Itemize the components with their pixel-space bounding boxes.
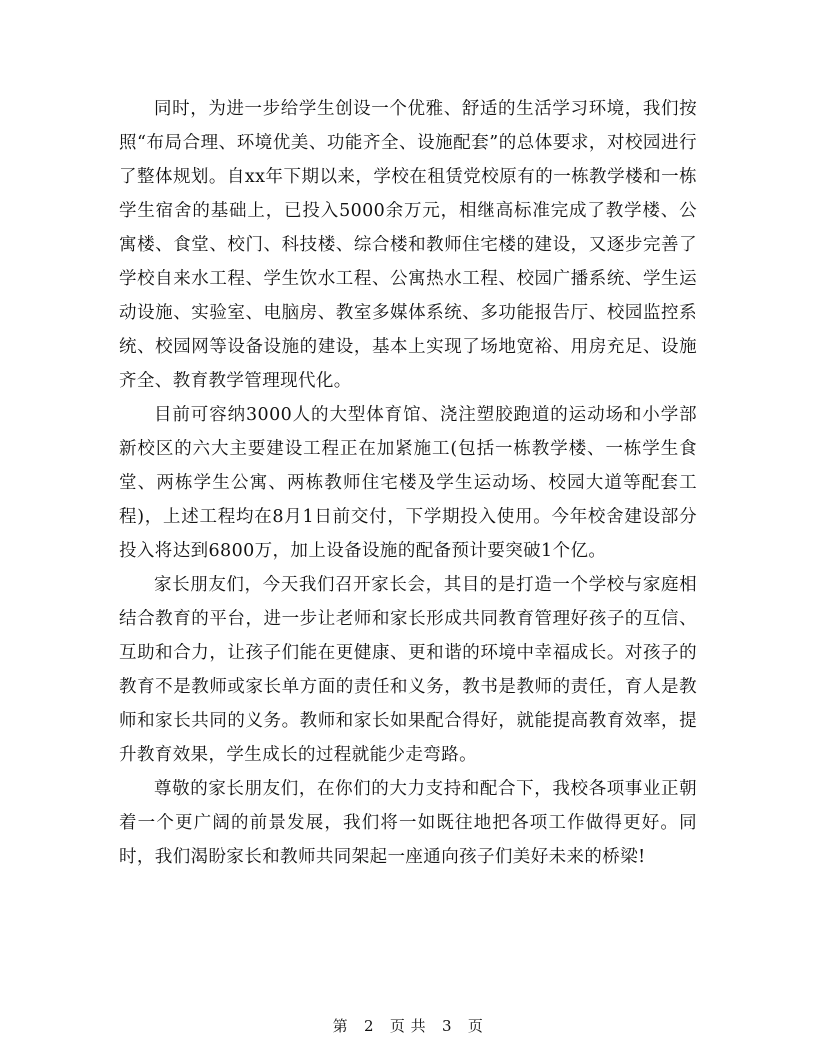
footer-middle: 页 共 bbox=[389, 1017, 427, 1035]
document-body bbox=[119, 92, 697, 874]
footer-prefix: 第 bbox=[332, 1017, 349, 1035]
paragraph-closing: 尊敬的家长朋友们，在你们的大力支持和配合下，我校各项事业正朝着一个更广阔的前景发展，我们将一如既往地把各项工作做得更好。同时，我们渴盼家长和教师共同架起一座通向孩子们美好未来的桥梁! bbox=[119, 779, 697, 867]
paragraph-parents-meeting: 家长朋友们，今天我们召开家长会，其目的是打造一个学校与家庭相结合教育的平台，进一步让老师和家长形成共同教育管理好孩子的互信、互助和合力，让孩子们能在更健康、更和谐的环境中幸福成长。对孩子的教育不是教师或家长单方面的责任和义务，教书是教师的责任，育人是教师和家长共同的义务。教师和家长如果配合得好，就能提高教育效率，提升教育效果，学生成长的过程就能少走弯路。 bbox=[119, 575, 697, 765]
paragraph-ongoing-projects: 目前可容纳3000人的大型体育馆、浇注塑胶跑道的运动场和小学部新校区的六大主要建设工程正在加紧施工(包括一栋教学楼、一栋学生食堂、两栋学生公寓、两栋教师住宅楼及学生运动场、校园大道等配套工程)，上述工程均在8月1日前交付，下学期投入使用。今年校舍建设部分投入将达到6800万，加上设备设施的配备预计要突破1个亿。 bbox=[119, 405, 697, 561]
page-footer bbox=[0, 1016, 816, 1036]
paragraph-campus-construction: 同时，为进一步给学生创设一个优雅、舒适的生活学习环境，我们按照“布局合理、环境优美、功能齐全、设施配套”的总体要求，对校园进行了整体规划。自xx年下期以来，学校在租赁党校原有的一栋教学楼和一栋学生宿舍的基础上，已投入5000余万元，相继高标准完成了教学楼、公寓楼、食堂、校门、科技楼、综合楼和教师住宅楼的建设，又逐步完善了学校自来水工程、学生饮水工程、公寓热水工程、校园广播系统、学生运动设施、实验室、电脑房、教室多媒体系统、多功能报告厅、校园监控系统、校园网等设备设施的建设，基本上实现了场地宽裕、用房充足、设施齐全、教育教学管理现代化。 bbox=[119, 99, 697, 391]
footer-suffix: 页 bbox=[467, 1017, 484, 1035]
footer-current-page: 2 bbox=[363, 1017, 375, 1035]
footer-total-pages: 3 bbox=[441, 1017, 453, 1035]
